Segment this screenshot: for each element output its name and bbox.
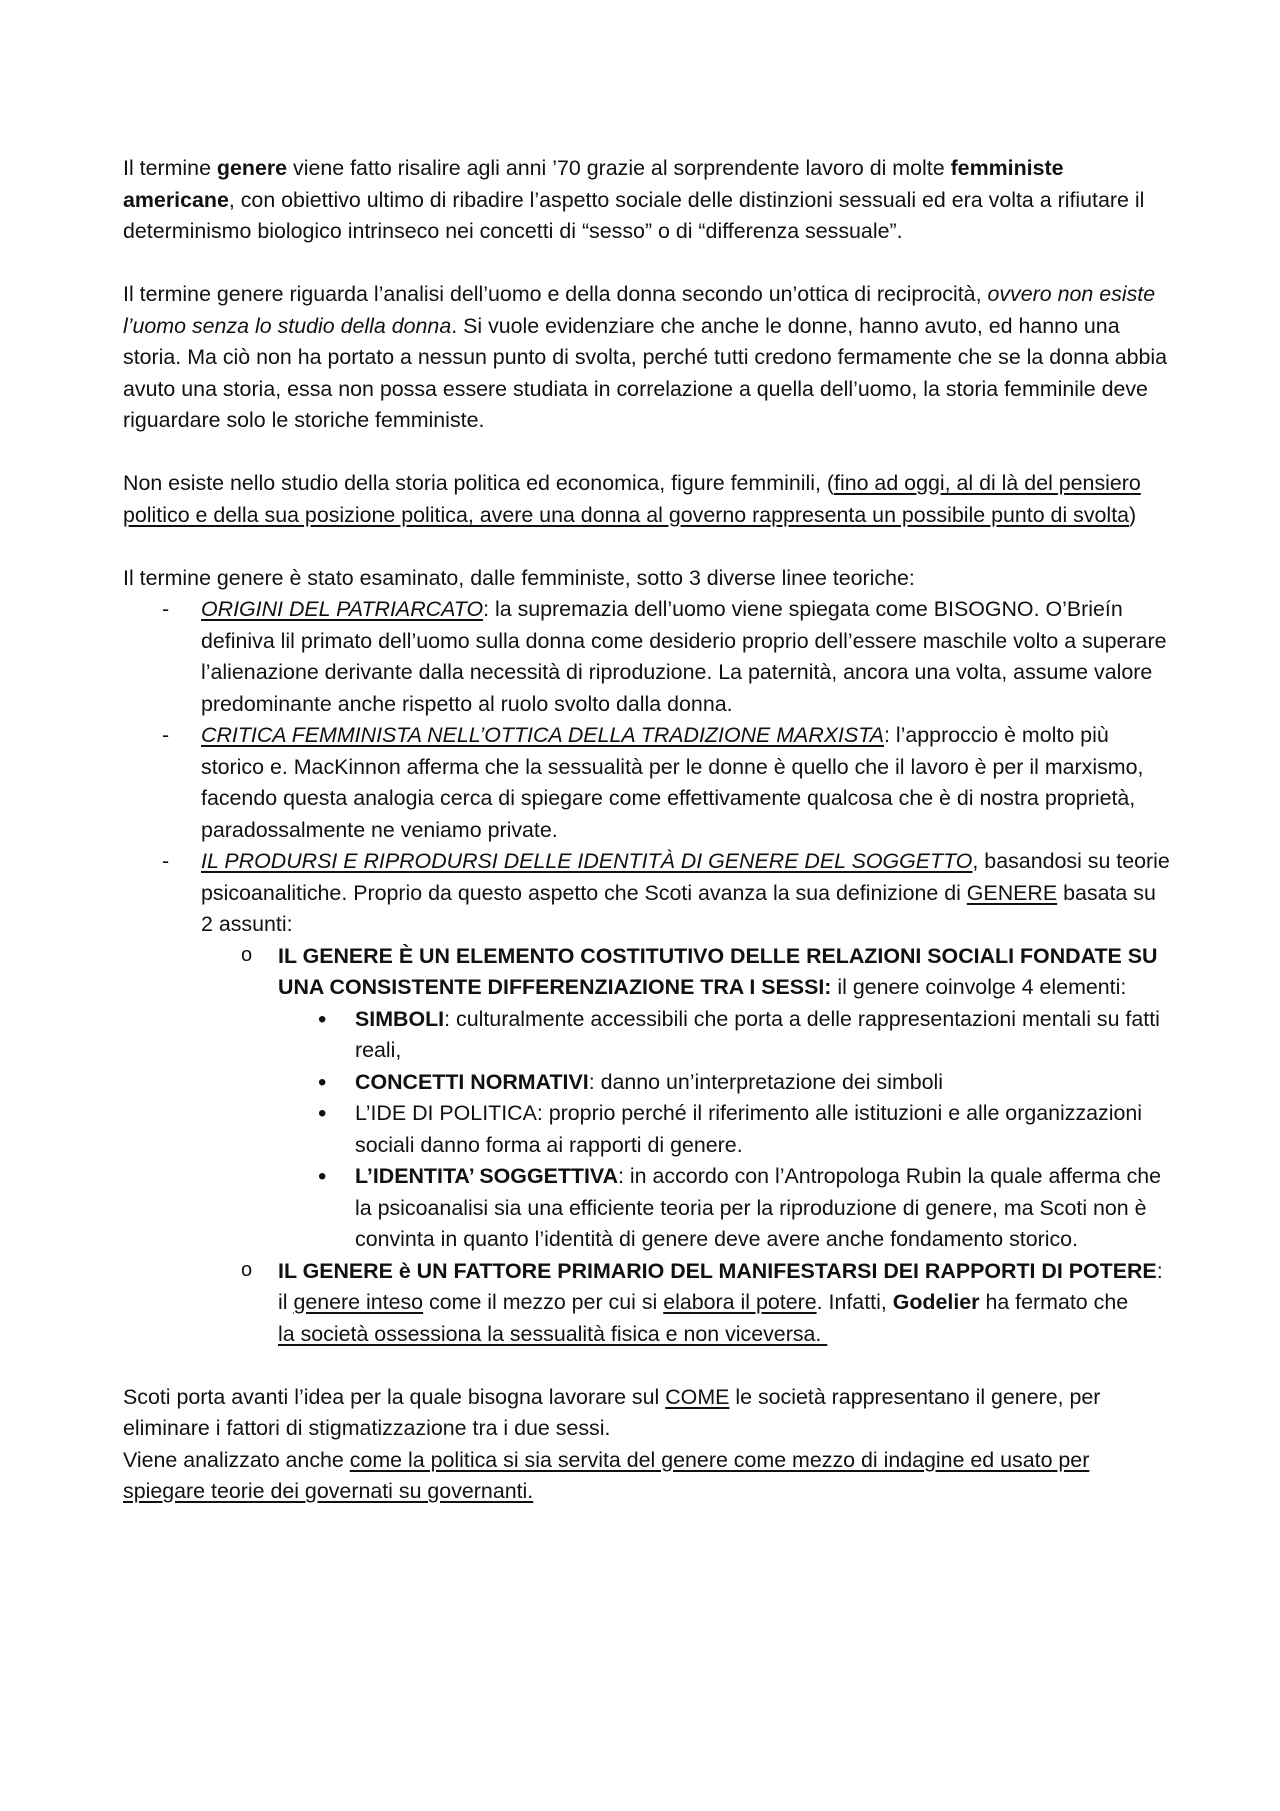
underlined-text: fino ad oggi, al di là del pensiero politico e della sua posizione politica, avere una donna al governo rappresenta un possibile punto di svolta [123, 471, 1141, 527]
list-item [278, 1161, 1173, 1256]
paragraph-political-history [123, 468, 1173, 531]
text: , basandosi su teorie psicoanalitiche. Proprio da questo aspetto che Scoti avanza la sua definizione di [201, 849, 1170, 905]
bold-term: femministe americane [123, 156, 1064, 212]
list-item [123, 594, 1173, 720]
text: : il [278, 1258, 1163, 1314]
text: , con obiettivo ultimo di ribadire l’aspetto sociale delle distinzioni sessuali ed era volta a rifiutare il determinismo biologico intrinseco nei concetti di “sesso” o di “differenza sessuale”. [123, 187, 1145, 243]
list-item [278, 1098, 1173, 1161]
paragraph-scoti-conclusion [123, 1382, 1173, 1508]
paragraph-genere-origins [123, 153, 1173, 248]
underlined-text: elabora il potere [663, 1290, 817, 1314]
text: basata su 2 assunti: [201, 880, 1156, 936]
underlined-text: GENERE [966, 880, 1058, 905]
text: Non esiste nello studio della storia politica ed economica, figure femminili, ( [123, 471, 834, 495]
list-item [201, 1256, 1173, 1351]
assumption-list [201, 941, 1173, 1351]
text: : l’approccio è molto più storico e. MacKinnon afferma che la sessualità per le donne è quello che il lavoro è per il marxismo, facendo questa analogia cerca di spiegare come effettivamente qualcosa che è di nostra proprietà, paradossalmente ne veniamo private. [201, 723, 1144, 842]
text: : la supremazia dell’uomo viene spiegata come BISOGNO. O’Brieín definiva lil primato dell’uomo sulla donna come desiderio proprio dell’essere maschile volto a superare l’alienazione derivante dalla necessità di riproduzione. La paternità, ancora una volta, assume valore predominante anche rispetto al ruolo svolto dalla donna. [201, 597, 1167, 716]
bold-text: SIMBOLI [355, 1006, 445, 1031]
bold-text: L’IDENTITA’ SOGGETTIVA [355, 1164, 619, 1188]
bold-text: CONCETTI NORMATIVI [355, 1069, 589, 1094]
text: Scoti porta avanti l’idea per la quale bisogna lavorare sul [123, 1384, 666, 1409]
text: le società rappresentano il genere, per eliminare i fattori di stigmatizzazione tra i due sessi. [123, 1384, 1101, 1440]
underlined-italic-heading: ORIGINI DEL PATRIARCATO [201, 597, 484, 621]
text: Il termine genere riguarda l’analisi dell’uomo e della donna secondo un’ottica di reciprocità, [123, 282, 988, 306]
underlined-text: come la politica si sia servita del genere come mezzo di indagine ed usato per spiegare teorie dei governati su governanti. [123, 1447, 1090, 1503]
bold-text: IL GENERE È UN ELEMENTO COSTITUTIVO DELLE RELAZIONI SOCIALI FONDATE SU UNA CONSISTENTE DIFFERENZIAZIONE TRA I SESSI: [278, 943, 1158, 999]
underlined-text: genere inteso [293, 1290, 424, 1314]
underlined-italic-heading: CRITICA FEMMINISTA NELL’OTTICA DELLA TRADIZIONE MARXISTA [201, 723, 884, 747]
bold-text: Godelier [892, 1290, 980, 1314]
text: ) [1129, 502, 1137, 527]
text: Viene analizzato anche [123, 1447, 350, 1472]
italic-text: ovvero non esiste l’uomo senza lo studio della donna [123, 282, 1156, 338]
list-item [278, 1067, 1173, 1099]
list-item [278, 1004, 1173, 1067]
bullet-marker: • [318, 1005, 327, 1033]
text: viene fatto risalire agli anni ’70 grazie al sorprendente lavoro di molte [287, 156, 951, 180]
text: : culturalmente accessibili che porta a delle rappresentazioni mentali su fatti reali, [355, 1006, 1160, 1062]
text: Il termine [123, 156, 217, 180]
text: : danno un’interpretazione dei simboli [588, 1069, 944, 1094]
paragraph-reciprocity [123, 279, 1173, 437]
bullet-marker: • [318, 1163, 327, 1190]
dash-marker: - [162, 597, 170, 621]
text: il genere coinvolge 4 elementi: [831, 975, 1127, 999]
text: ha fermato che [979, 1290, 1129, 1314]
list-item [123, 720, 1173, 846]
text: come il mezzo per cui si [423, 1290, 664, 1314]
bold-term: genere [216, 156, 288, 180]
text: . Si vuole evidenziare che anche le donne, hanno avuto, ed hanno una storia. Ma ciò non ha portato a nessun punto di svolta, perché tutti credono fermamente che se la donna abbia avuto una storia, essa non possa essere studiata in correlazione a quella dell’uomo, la storia femminile deve riguardare solo le storiche femministe. [123, 313, 1168, 432]
document-page [123, 153, 1173, 1508]
bold-text: IL GENERE è UN FATTORE PRIMARIO DEL MANIFESTARSI DEI RAPPORTI DI POTERE [278, 1258, 1157, 1283]
paragraph-theoretical-lines-intro: Il termine genere è stato esaminato, dalle femministe, sotto 3 diverse linee teoriche: [123, 565, 915, 590]
underlined-text: la società ossessiona la sessualità fisica e non viceversa. [278, 1321, 828, 1346]
elements-list [278, 1004, 1173, 1256]
text: L’IDE DI POLITICA: proprio perché il riferimento alle istituzioni e alle organizzazioni sociali danno forma ai rapporti di genere. [355, 1101, 1143, 1157]
underlined-text: COME [665, 1384, 730, 1409]
theory-list [123, 594, 1173, 1350]
bullet-marker: • [318, 1100, 327, 1127]
list-item [123, 846, 1173, 1350]
bullet-marker: • [318, 1068, 327, 1096]
circle-marker: o [241, 943, 253, 966]
dash-marker: - [162, 723, 170, 747]
text: : in accordo con l’Antropologa Rubin la quale afferma che la psicoanalisi sia una efficiente teoria per la riproduzione di genere, ma Scoti non è convinta in quanto l’identità di genere deve avere anche fondamento storico. [355, 1164, 1162, 1251]
circle-marker: o [241, 1258, 253, 1281]
underlined-italic-heading: IL PRODURSI E RIPRODURSI DELLE IDENTITÀ DI GENERE DEL SOGGETTO [201, 849, 973, 873]
dash-marker: - [162, 849, 170, 873]
list-item [201, 941, 1173, 1256]
text: . Infatti, [816, 1290, 893, 1314]
